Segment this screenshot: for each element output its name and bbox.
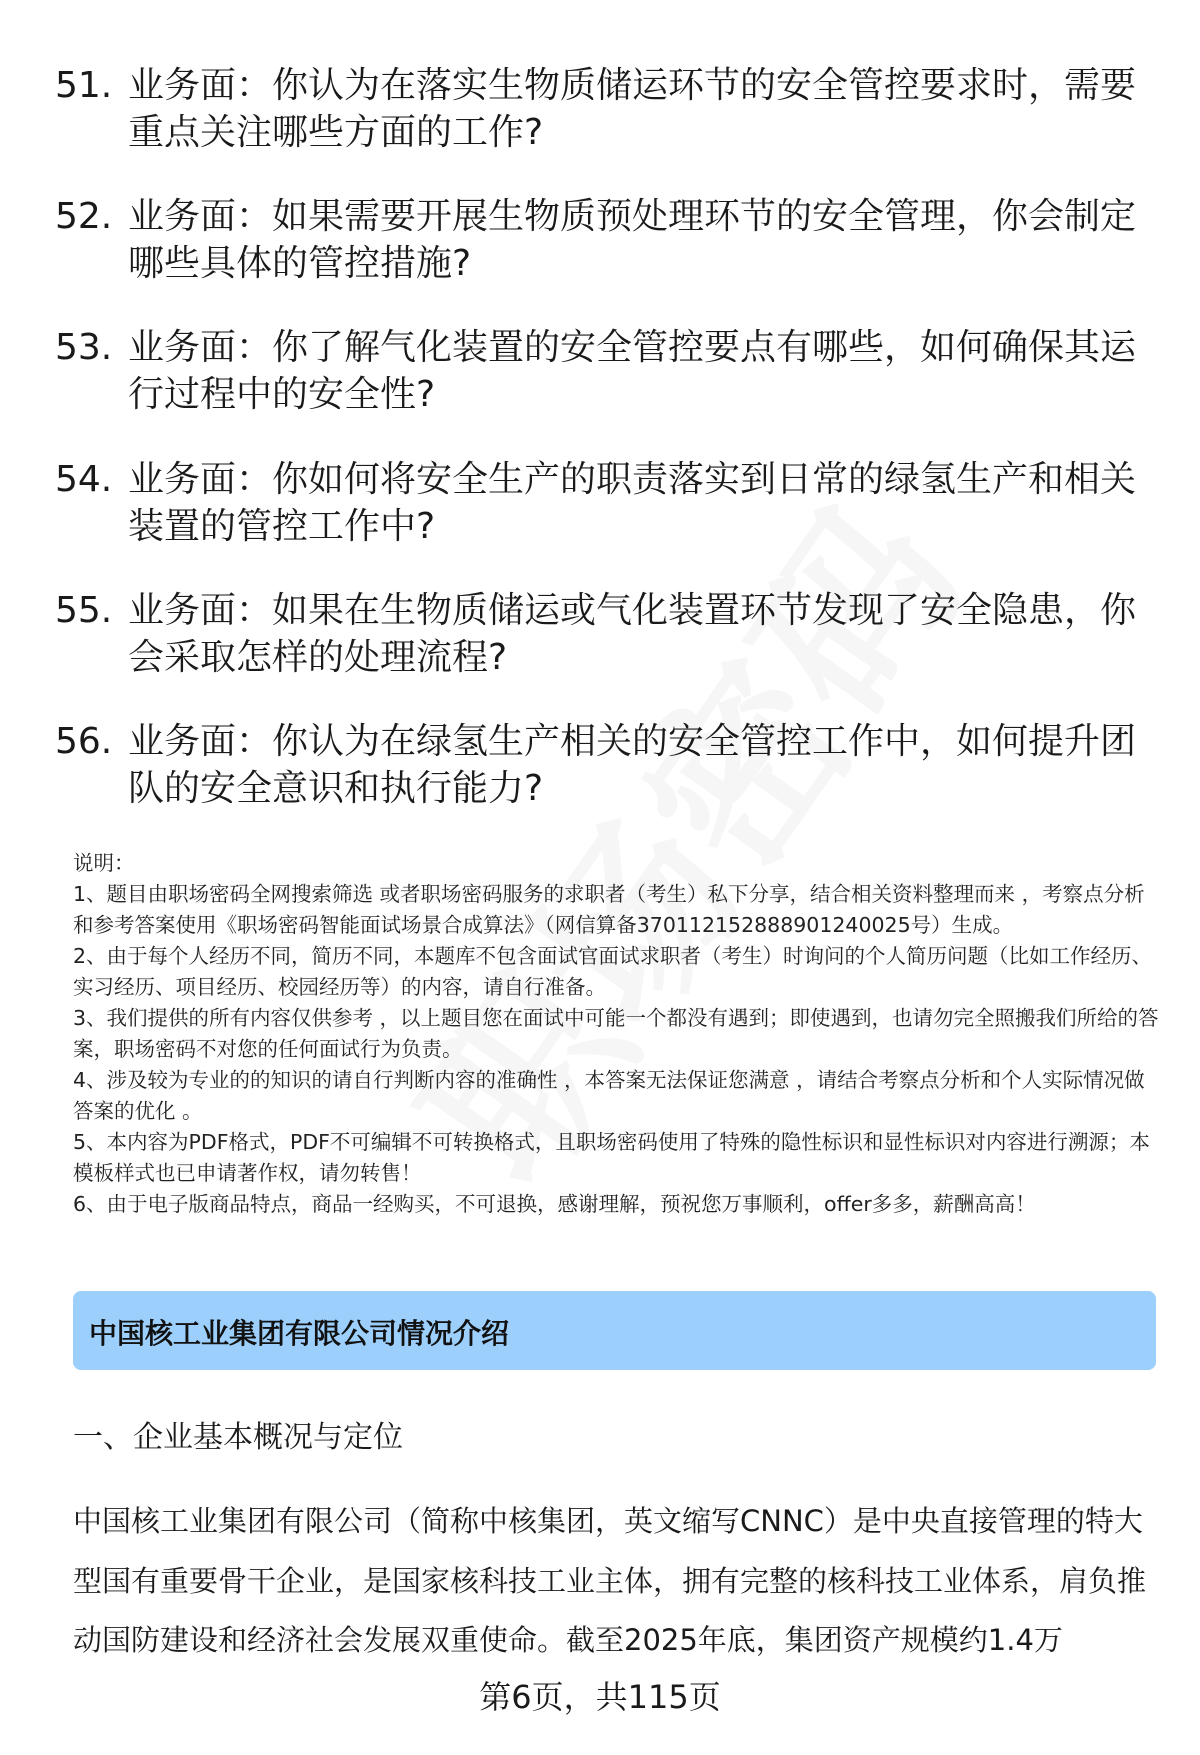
note-item: 4、涉及较为专业的的知识的请自行判断内容的准确性 ，本答案无法保证您满意 ，请结合考察点分析和个人实际情况做答案的优化 。 [73,1068,1145,1123]
note-item: 5、本内容为PDF格式，PDF不可编辑不可转换格式，且职场密码使用了特殊的隐性标识和显性标识对内容进行溯源；本模板样式也已申请著作权，请勿转售！ [73,1130,1150,1185]
question-51 [55,62,1155,156]
notes-title: 说明： [73,851,135,875]
question-number: 54. [55,459,113,500]
question-number: 52. [55,196,113,237]
question-55 [55,587,1155,681]
note-item: 1、题目由职场密码全网搜索筛选 或者职场密码服务的求职者（考生）私下分享，结合相关资料整理而来 ，考察点分析和参考答案使用《职场密码智能面试场景合成算法》（网信算备370112152888901240025号）生成。 [73,882,1145,937]
section-heading: 一、企业基本概况与定位 [73,1420,403,1455]
question-number: 51. [55,65,113,106]
note-item: 3、我们提供的所有内容仅供参考 ，以上题目您在面试中可能一个都没有遇到；即使遇到，也请勿完全照搬我们所给的答案，职场密码不对您的任何面试行为负责。 [73,1006,1159,1061]
question-number: 56. [55,721,113,762]
notes [73,848,1163,1220]
question-text: 业务面：你了解气化装置的安全管控要点有哪些，如何确保其运行过程中的安全性? [128,327,1137,415]
question-text: 业务面：你如何将安全生产的职责落实到日常的绿氢生产和相关装置的管控工作中? [128,459,1137,547]
question-text: 业务面：如果在生物质储运或气化装置环节发现了安全隐患，你会采取怎样的处理流程? [128,590,1137,678]
question-53 [55,324,1155,418]
question-text: 业务面：你认为在落实生物质储运环节的安全管控要求时，需要重点关注哪些方面的工作? [128,65,1137,153]
note-item: 2、由于每个人经历不同，简历不同，本题库不包含面试官面试求职者（考生）时询问的个人简历问题（比如工作经历、实习经历、项目经历、校园经历等）的内容，请自行准备。 [73,944,1153,999]
question-text: 业务面：你认为在绿氢生产相关的安全管控工作中，如何提升团队的安全意识和执行能力? [128,721,1137,809]
question-text: 业务面：如果需要开展生物质预处理环节的安全管理，你会制定哪些具体的管控措施? [128,196,1137,284]
question-number: 53. [55,327,113,368]
question-56 [55,718,1155,812]
question-number: 55. [55,590,113,631]
section-title-bar [73,1291,1156,1370]
page-number: 第6页，共115页 [479,1678,721,1716]
section-title: 中国核工业集团有限公司情况介绍 [89,1317,510,1350]
question-52 [55,193,1155,287]
note-item: 6、由于电子版商品特点，商品一经购买，不可退换，感谢理解，预祝您万事顺利，offer多多，薪酬高高！ [73,1192,1036,1216]
company-intro-paragraph: 中国核工业集团有限公司（简称中核集团，英文缩写CNNC）是中央直接管理的特大型国有重要骨干企业，是国家核科技工业主体，拥有完整的核科技工业体系，肩负推动国防建设和经济社会发展双重使命。截至2025年底，集团资产规模约1.4万 [73,1504,1147,1657]
question-54 [55,456,1155,550]
